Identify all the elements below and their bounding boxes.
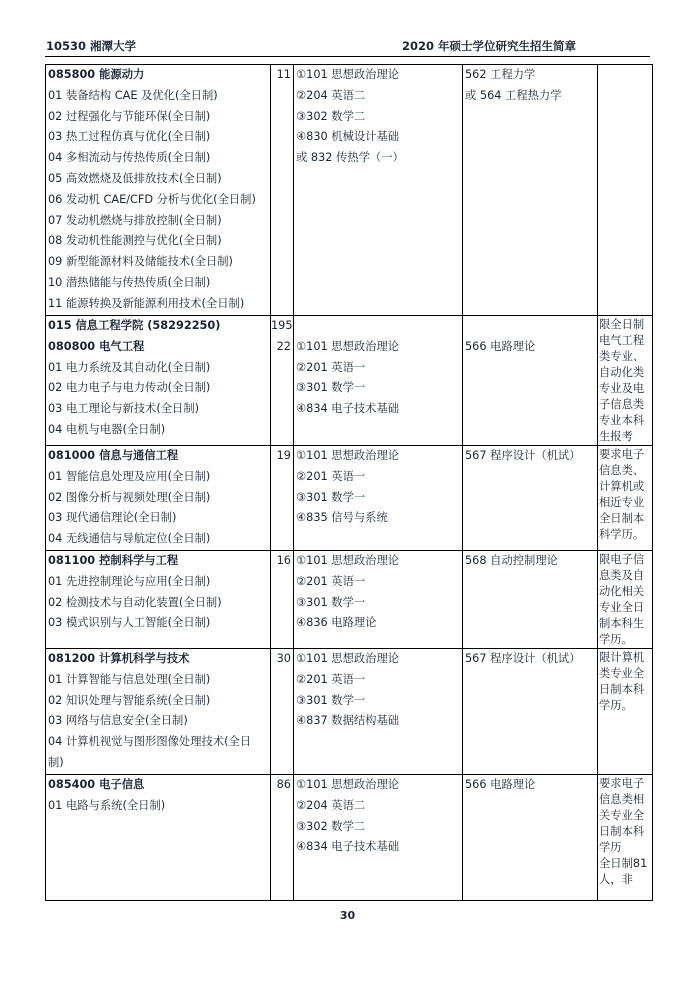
exam-subject: ③301 数学一 [296,595,366,609]
remarks-cell [598,551,653,649]
retest-subject: 567 程序设计（机试） [465,652,581,665]
research-direction: 制) [48,755,64,769]
remarks-text: 限全日制电气工程类专业、自动化类专业及电子信息类专业本科生报考 [599,318,645,443]
retest-subject: 566 电路理论 [465,339,536,353]
research-direction: 03 电工理论与新技术(全日制) [48,402,200,416]
research-direction: 03 模式识别与人工智能(全日制) [48,616,211,630]
program-title: 081200 计算机科学与技术 [48,652,190,665]
enrollment-quota: 22 [276,339,291,353]
enrollment-quota: 86 [276,778,291,791]
program-row [46,775,653,901]
exam-subject: ③301 数学一 [296,490,366,504]
exam-subjects-cell [294,551,463,649]
exam-subject: ④830 机械设计基础 [296,130,400,144]
program-cell [46,316,271,446]
research-direction: 01 智能信息处理及应用(全日制) [48,469,211,483]
exam-subject: ④836 电路理论 [296,616,377,630]
quota-cell [271,446,294,551]
research-direction: 03 热工过程仿真与优化(全日制) [48,130,211,144]
program-row [46,446,653,551]
exam-subject: ③301 数学一 [296,693,366,707]
remarks-cell [598,65,653,316]
exam-subject: ④834 电子技术基础 [296,840,400,854]
enrollment-quota: 195 [271,319,293,332]
enrollment-quota: 19 [276,449,291,462]
remarks-cell [598,649,653,775]
research-direction: 04 多相流动与传热传质(全日制) [48,151,211,165]
header-title: 2020 年硕士学位研究生招生简章 [402,39,577,53]
exam-subjects-cell [294,65,463,316]
program-title: 085800 能源动力 [48,68,145,81]
exam-subject: ②201 英语一 [296,469,366,483]
exam-subject: ②201 英语一 [296,574,366,588]
retest-subject: 562 工程力学 [465,68,536,81]
exam-subject: ③302 数学二 [296,109,366,123]
research-direction: 04 无线通信与导航定位(全日制) [48,532,211,546]
retest-subject: 或 564 工程热力学 [465,88,562,102]
exam-subject: ②201 英语一 [296,672,366,686]
remarks-text [598,65,652,66]
research-direction: 04 电机与电器(全日制) [48,422,166,436]
remarks-text: 要求电子信息类、计算机或相近专业全日制本科学历。 [599,448,645,541]
research-direction: 10 潜热储能与传热传质(全日制) [48,275,211,289]
program-cell [46,551,271,649]
exam-subject [294,316,462,337]
quota-cell [271,316,294,446]
quota-cell [271,65,294,316]
research-direction: 02 图像分析与视频处理(全日制) [48,490,211,504]
exam-subject: ④837 数据结构基础 [296,714,400,728]
exam-subjects-cell [294,649,463,775]
research-direction: 07 发动机燃烧与排放控制(全日制) [48,213,222,227]
research-direction: 01 先进控制理论与应用(全日制) [48,574,211,588]
exam-subject: ③301 数学一 [296,381,366,395]
retest-subjects-cell [463,551,598,649]
exam-subject: ②201 英语一 [296,360,366,374]
header-divider [45,56,650,57]
admissions-table [45,64,653,901]
retest-subjects-cell [463,65,598,316]
retest-subjects-cell [463,775,598,901]
exam-subject: ①101 思想政治理论 [296,778,400,791]
research-direction: 04 计算机视觉与图形图像处理技术(全日 [48,735,252,749]
retest-subjects-cell [463,446,598,551]
research-direction: 01 电力系统及其自动化(全日制) [48,360,211,374]
remarks-text: 要求电子信息类相关专业全日制本科学历 全日制81 人，非 [599,777,648,886]
quota-cell [271,649,294,775]
exam-subjects-cell [294,446,463,551]
exam-subjects-cell [294,316,463,446]
program-title: 080800 电气工程 [48,339,145,353]
research-direction: 08 发动机性能测控与优化(全日制) [48,234,222,248]
exam-subject: ①101 思想政治理论 [296,68,400,81]
research-direction: 01 装备结构 CAE 及优化(全日制) [48,88,218,102]
exam-subject: ③302 数学二 [296,819,366,833]
program-title: 085400 电子信息 [48,778,145,791]
exam-subject: ①101 思想政治理论 [296,449,400,462]
exam-subject: ①101 思想政治理论 [296,554,400,567]
retest-subjects-cell [463,316,598,446]
remarks-text: 限电子信息类及自动化相关专业全日制本科生学历。 [599,553,645,646]
research-direction: 02 电力电子与电力传动(全日制) [48,381,211,395]
program-row [46,316,653,446]
research-direction: 01 计算智能与信息处理(全日制) [48,672,211,686]
exam-subject: ②204 英语二 [296,88,366,102]
program-title: 015 信息工程学院 (58292250) [48,319,221,332]
exam-subject: ④834 电子技术基础 [296,402,400,416]
retest-subject: 567 程序设计（机试） [465,449,581,462]
quota-cell [271,551,294,649]
exam-subjects-cell [294,775,463,901]
research-direction: 03 现代通信理论(全日制) [48,511,177,525]
program-title: 081000 信息与通信工程 [48,449,179,462]
exam-subject: 或 832 传热学（一） [296,151,404,165]
program-title: 081100 控制科学与工程 [48,554,179,567]
exam-subject: ①101 思想政治理论 [296,339,400,353]
research-direction: 01 电路与系统(全日制) [48,798,166,812]
program-row [46,65,653,316]
program-cell [46,65,271,316]
exam-subject: ④835 信号与系统 [296,511,388,525]
enrollment-quota: 30 [276,652,291,665]
enrollment-quota: 16 [276,554,291,567]
program-cell [46,446,271,551]
research-direction: 06 发动机 CAE/CFD 分析与优化(全日制) [48,192,256,206]
retest-subject: 568 自动控制理论 [465,554,558,567]
remarks-text: 限计算机类专业全日制本科学历。 [599,651,645,712]
remarks-cell [598,775,653,901]
program-row [46,649,653,775]
research-direction: 02 过程强化与节能环保(全日制) [48,109,211,123]
program-cell [46,775,271,901]
exam-subject: ①101 思想政治理论 [296,652,400,665]
research-direction: 02 检测技术与自动化装置(全日制) [48,595,222,609]
retest-subjects-cell [463,649,598,775]
retest-subject [463,316,597,337]
program-cell [46,649,271,775]
header-university: 10530 湘潭大学 [46,39,137,53]
program-row [46,551,653,649]
research-direction: 03 网络与信息安全(全日制) [48,714,188,728]
research-direction: 05 高效燃烧及低排放技术(全日制) [48,171,222,185]
remarks-cell [598,446,653,551]
research-direction: 09 新型能源材料及储能技术(全日制) [48,255,233,269]
research-direction: 11 能源转换及新能源利用技术(全日制) [48,296,245,310]
page-number: 30 [339,909,356,922]
exam-subject: ②204 英语二 [296,798,366,812]
quota-cell [271,775,294,901]
enrollment-quota: 11 [276,68,291,81]
research-direction: 02 知识处理与智能系统(全日制) [48,693,211,707]
retest-subject: 566 电路理论 [465,778,536,791]
remarks-cell [598,316,653,446]
